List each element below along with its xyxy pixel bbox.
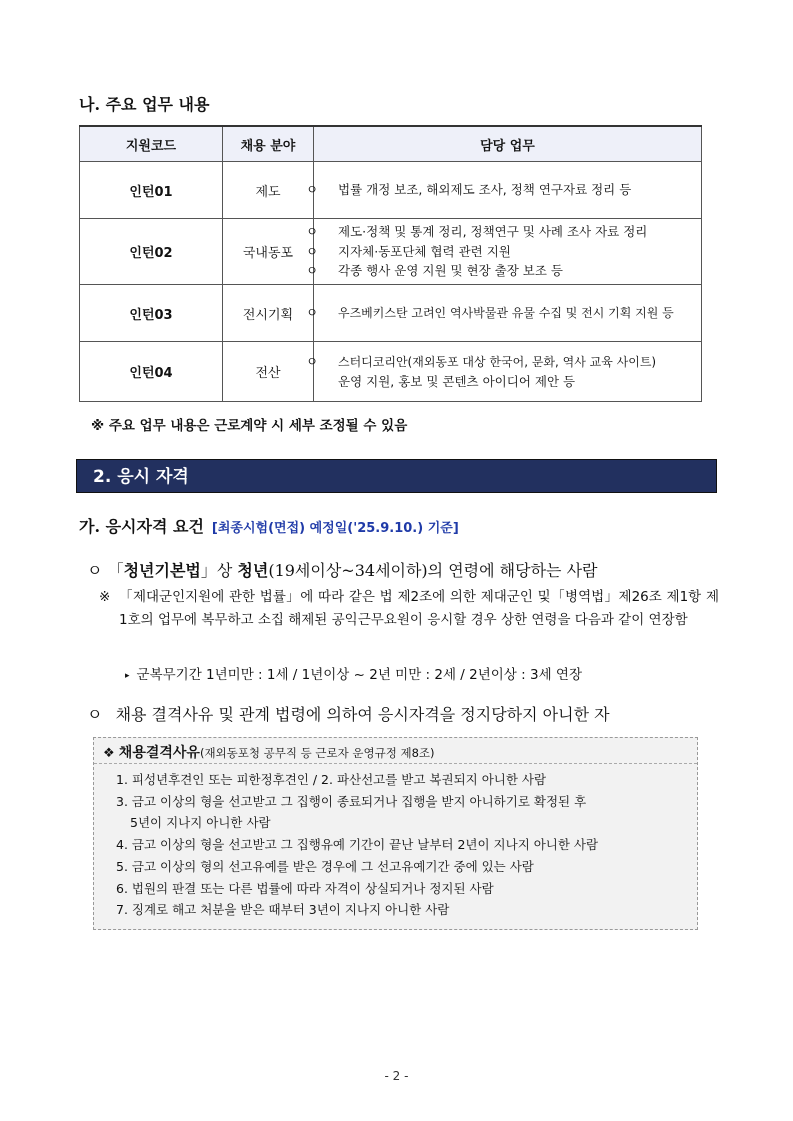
cell-code: 인턴03 <box>80 285 223 342</box>
triangle-icon: ▸ <box>125 671 130 681</box>
cell-code: 인턴04 <box>80 342 223 402</box>
bullet-icon: ㅇ <box>306 353 319 369</box>
cell-field: 국내동포 <box>223 219 314 285</box>
age-range: (19세이상~34세이하)의 연령에 해당하는 사람 <box>268 561 598 580</box>
asterisk-mark: ※ <box>99 589 111 605</box>
list-item: 3. 금고 이상의 형을 선고받고 그 집행이 종료되거나 집행을 받지 아니하기로 확정된 후 <box>116 793 587 809</box>
diamond-icon: ❖ <box>103 746 115 761</box>
list-item: 5년이 지나지 아니한 사람 <box>130 815 271 831</box>
requirement-qualification <box>87 702 610 725</box>
duty-line: ㅇ 스터디코리안(재외동포 대상 한국어, 문화, 역사 교육 사이트) <box>322 352 697 373</box>
cell-code: 인턴02 <box>80 219 223 285</box>
bracket: 「 <box>107 561 124 580</box>
list-item: 4. 금고 이상의 형을 선고받고 그 집행유예 기간이 끝난 날부터 2년이 지나지 아니한 사람 <box>116 837 599 853</box>
cell-code: 인턴01 <box>80 162 223 219</box>
duty-line: ㅇ 제도·정책 및 통계 정리, 정책연구 및 사례 조사 자료 정리 <box>322 222 697 242</box>
header-code: 지원코드 <box>80 126 223 162</box>
table-row <box>80 219 702 285</box>
table-row <box>80 285 702 342</box>
box-header <box>103 742 434 762</box>
header-duty: 담당 업무 <box>314 126 702 162</box>
section-banner: 2. 응시 자격 <box>76 459 717 493</box>
cell-duty <box>306 219 702 285</box>
cell-field: 제도 <box>223 162 314 219</box>
list-item: 5. 금고 이상의 형의 선고유예를 받은 경우에 그 선고유예기간 중에 있는 사람 <box>116 858 534 874</box>
list-item: 1. 피성년후견인 또는 피한정후견인 / 2. 파산선고를 받고 복권되지 아니한 사람 <box>116 772 547 787</box>
extension-rule <box>125 663 582 683</box>
extension-text: 군복무기간 1년미만 : 1세 / 1년이상 ~ 2년 미만 : 2세 / 2년이상 : 3세 연장 <box>136 667 582 683</box>
disqualification-list <box>116 769 690 921</box>
box-title: 채용결격사유 <box>118 745 200 761</box>
list-item: 7. 징계로 해고 처분을 받은 때부터 3년이 지나지 아니한 사람 <box>116 902 450 918</box>
note-text: ※ 주요 업무 내용은 근로계약 시 세부 조정될 수 있음 <box>91 418 408 434</box>
cell-duty <box>306 342 702 402</box>
duty-line: ㅇ 법률 개정 보조, 해외제도 조사, 정책 연구자료 정리 등 <box>322 180 697 200</box>
cell-duty <box>306 162 702 219</box>
bullet-icon: ㅇ <box>306 263 319 279</box>
section-heading-ga <box>79 514 459 537</box>
bullet-icon: ㅇ <box>87 705 103 724</box>
law-name: 청년기본법 <box>123 561 201 580</box>
veteran-note-text: 「제대군인지원에 관한 법률」에 따라 같은 법 제2조에 의한 제대군인 및「병역법」제26조 제1항 제1호의 업무에 복무하고 소집 해제된 공익근무요원이 응시할 경우 상한 연령을 다음과 같이 연장함 <box>119 589 719 628</box>
requirement-youth <box>87 558 598 581</box>
reference-date: [최종시험(면접) 예정일('25.9.10.) 기준] <box>211 521 459 536</box>
cell-duty <box>306 285 702 342</box>
bullet-icon: ㅇ <box>306 224 319 240</box>
box-divider <box>94 763 697 764</box>
requirement-text: 채용 결격사유 및 관계 법령에 의하여 응시자격을 정지당하지 아니한 자 <box>115 705 610 724</box>
duty-line: ㅇ 각종 행사 운영 지원 및 현장 출장 보조 등 <box>322 261 697 281</box>
table-row <box>80 162 702 219</box>
duty-line: ㅇ 우즈베키스탄 고려인 역사박물관 유물 수집 및 전시 기획 지원 등 <box>322 303 697 324</box>
section-heading-na: 나. 주요 업무 내용 <box>79 95 210 114</box>
law-suffix: 」상 <box>200 561 238 580</box>
youth-term: 청년 <box>237 561 269 580</box>
duty-line: ㅇ 지자체·동포단체 협력 관련 지원 <box>322 242 697 262</box>
bullet-icon: ㅇ <box>306 182 319 198</box>
cell-field: 전산 <box>223 342 314 402</box>
cell-field: 전시기획 <box>223 285 314 342</box>
table-row <box>80 342 702 402</box>
header-field: 채용 분야 <box>223 126 314 162</box>
heading-text: 가. 응시자격 요건 <box>79 517 204 536</box>
bullet-icon: ㅇ <box>306 243 319 259</box>
box-subtitle: (재외동포청 공무직 등 근로자 운영규정 제8조) <box>199 746 435 760</box>
bullet-icon: ㅇ <box>306 304 319 320</box>
page-number: - 2 - <box>384 1069 409 1083</box>
table-header-row <box>80 126 702 162</box>
duty-table <box>79 125 702 402</box>
duty-line: 운영 지원, 홍보 및 콘텐츠 아이디어 제안 등 <box>338 374 576 389</box>
list-item: 6. 법원의 판결 또는 다른 법률에 따라 자격이 상실되거나 정지된 사람 <box>116 880 494 896</box>
disqualification-box <box>93 737 698 930</box>
bullet-icon: ㅇ <box>87 561 103 580</box>
veteran-note <box>99 586 719 632</box>
